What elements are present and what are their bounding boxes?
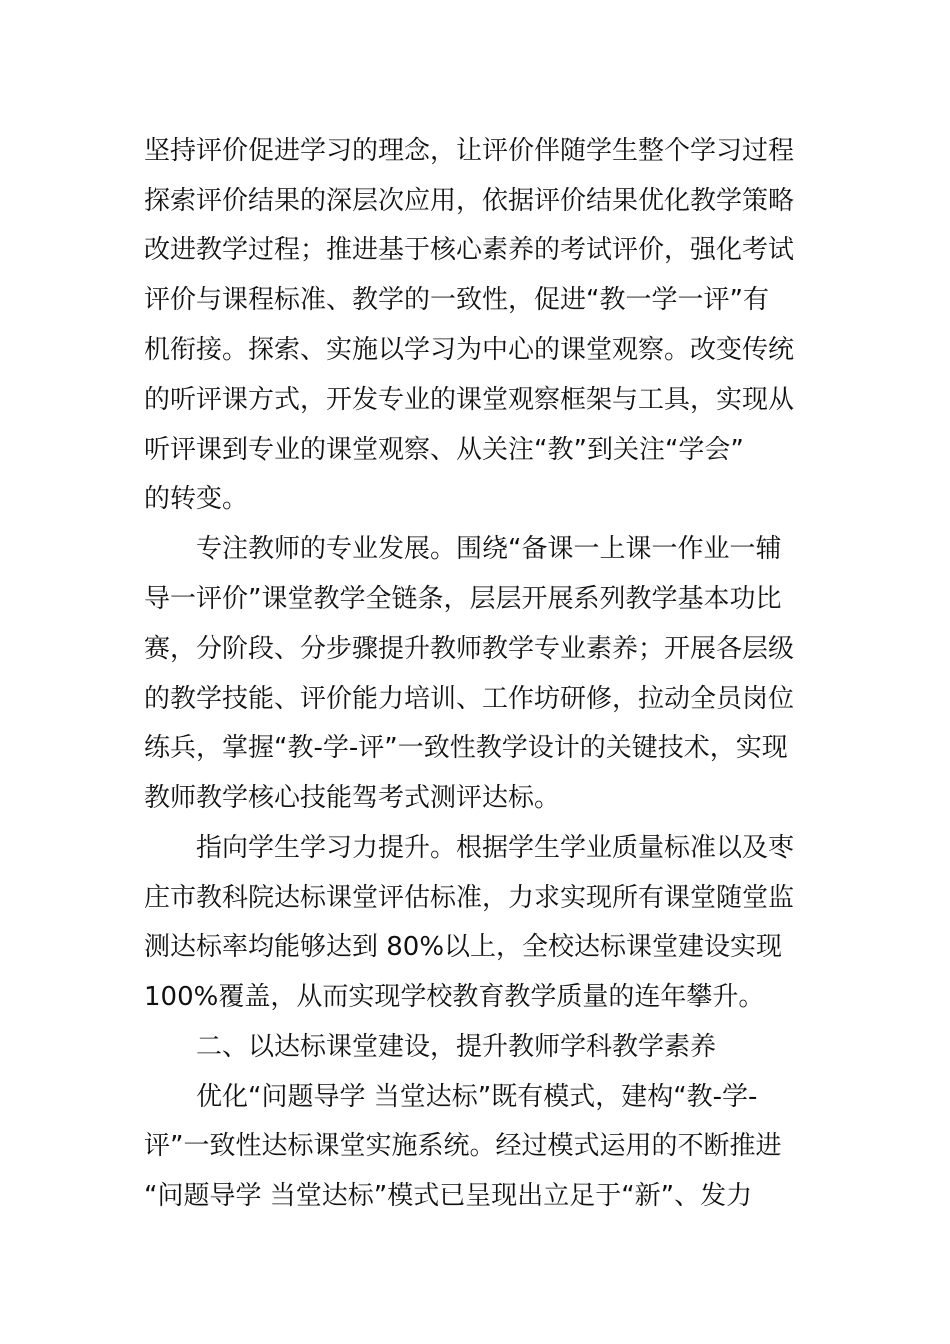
text-line: 听评课到专业的课堂观察、从关注“教”到关注“学会” <box>144 435 744 465</box>
text-line: 100%覆盖，从而实现学校教育教学质量的连年攀升。 <box>144 982 765 1012</box>
paragraph-start-line: 专注教师的专业发展。围绕“备课一上课一作业一辅 <box>196 534 782 564</box>
text-line: 赛，分阶段、分步骤提升教师教学专业素养；开展各层级 <box>144 634 795 664</box>
text-line: 坚持评价促进学习的理念，让评价伴随学生整个学习过程 <box>144 136 795 166</box>
text-line: 测达标率均能够达到 80%以上，全校达标课堂建设实现 <box>144 932 783 962</box>
text-line: 改进教学过程；推进基于核心素养的考试评价，强化考试 <box>144 235 795 265</box>
section-heading: 二、以达标课堂建设，提升教师学科教学素养 <box>196 1032 717 1062</box>
text-line: 导一评价”课堂教学全链条，层层开展系列教学基本功比 <box>144 584 782 614</box>
text-line: 练兵，掌握“教-学-评”一致性教学设计的关键技术，实现 <box>144 733 788 763</box>
text-line: 探索评价结果的深层次应用，依据评价结果优化教学策略 <box>144 186 795 216</box>
text-line: 庄市教科院达标课堂评估标准，力求实现所有课堂随堂监 <box>144 883 795 913</box>
text-line: 机衔接。探索、实施以学习为中心的课堂观察。改变传统 <box>144 335 795 365</box>
text-line: 教师教学核心技能驾考式测评达标。 <box>144 783 561 813</box>
paragraph-start-line: 优化“问题导学 当堂达标”既有模式，建构“教-学- <box>196 1082 758 1112</box>
text-line: “问题导学 当堂达标”模式已呈现出立足于“新”、发力 <box>144 1181 753 1211</box>
text-line: 的转变。 <box>144 484 249 514</box>
text-line: 评”一致性达标课堂实施系统。经过模式运用的不断推进 <box>144 1131 782 1161</box>
text-line: 的教学技能、评价能力培训、工作坊研修，拉动全员岗位 <box>144 684 795 714</box>
paragraph-start-line: 指向学生学习力提升。根据学生学业质量标准以及枣 <box>196 833 795 863</box>
text-line: 评价与课程标准、教学的一致性，促进“教一学一评”有 <box>144 285 769 315</box>
text-line: 的听评课方式，开发专业的课堂观察框架与工具，实现从 <box>144 385 795 415</box>
